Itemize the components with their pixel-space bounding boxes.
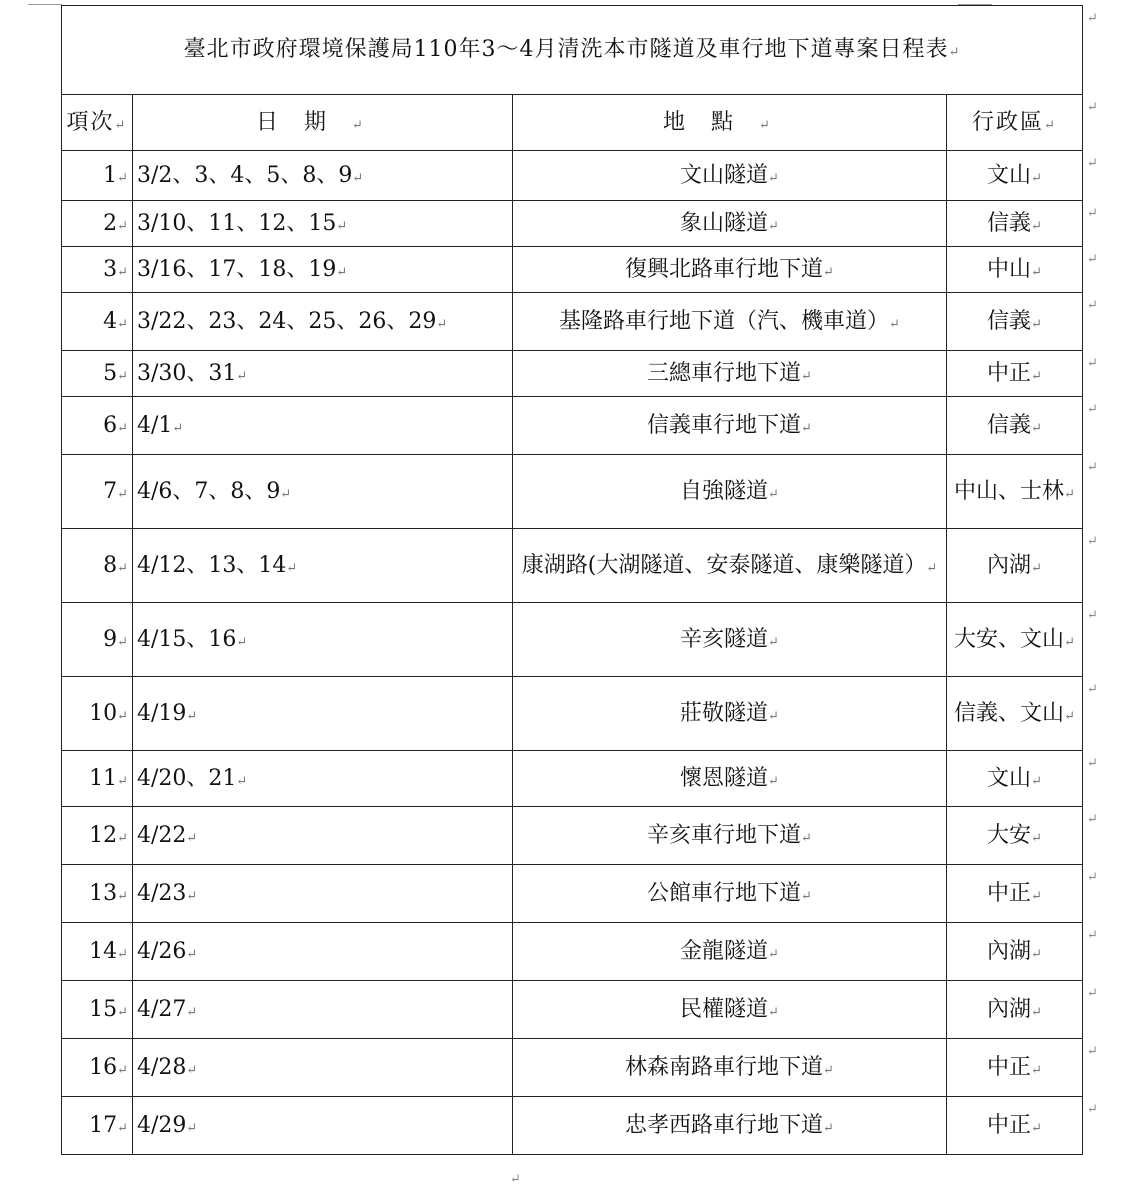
row-location-cell[interactable] — [513, 603, 947, 677]
row-date-cell[interactable] — [133, 603, 513, 677]
header-location[interactable] — [513, 95, 947, 151]
row-district-cell[interactable] — [947, 247, 1083, 293]
paragraph-mark: ↵ — [117, 946, 128, 962]
row-district: 信義 — [987, 210, 1032, 236]
row-end-mark: ↵ — [1087, 156, 1098, 171]
row-date-cell[interactable] — [133, 751, 513, 807]
paragraph-mark: ↵ — [186, 1120, 198, 1136]
paragraph-mark: ↵ — [117, 1004, 128, 1020]
end-paragraph-mark: ↵ — [510, 1172, 521, 1187]
header-date-label: 日期 — [256, 109, 353, 135]
paragraph-mark: ↵ — [1031, 830, 1042, 846]
row-end-mark: ↵ — [1087, 252, 1098, 267]
paragraph-mark: ↵ — [117, 218, 128, 234]
row-date-cell[interactable] — [133, 293, 513, 351]
row-date-cell[interactable] — [133, 981, 513, 1039]
paragraph-mark: ↵ — [1031, 946, 1042, 962]
row-number: 13 — [89, 880, 118, 906]
row-district-cell[interactable] — [947, 293, 1083, 351]
paragraph-mark: ↵ — [117, 486, 128, 502]
table-row — [62, 529, 1083, 603]
row-district-cell[interactable] — [947, 923, 1083, 981]
margin-corner-mark — [28, 0, 62, 5]
paragraph-mark: ↵ — [117, 708, 128, 724]
paragraph-mark: ↵ — [1031, 218, 1042, 234]
row-location: 懷恩隧道 — [680, 765, 769, 791]
row-location-cell[interactable] — [513, 351, 947, 397]
row-district: 信義、文山 — [954, 700, 1065, 726]
paragraph-mark: ↵ — [948, 45, 961, 61]
row-district-cell[interactable] — [947, 201, 1083, 247]
row-date-cell[interactable] — [133, 247, 513, 293]
row-end-mark: ↵ — [1087, 756, 1098, 771]
row-location: 象山隧道 — [680, 210, 769, 236]
table-title-cell[interactable] — [62, 6, 1083, 95]
paragraph-mark: ↵ — [823, 1062, 834, 1078]
row-district: 大安、文山 — [954, 626, 1065, 652]
row-district: 內湖 — [987, 938, 1032, 964]
row-number: 5 — [103, 360, 118, 386]
schedule-table — [61, 5, 1083, 1155]
paragraph-mark: ↵ — [1031, 1120, 1042, 1136]
row-location-cell[interactable] — [513, 455, 947, 529]
paragraph-mark: ↵ — [889, 316, 900, 332]
table-row — [62, 751, 1083, 807]
header-district[interactable] — [947, 95, 1083, 151]
row-location-cell[interactable] — [513, 1039, 947, 1097]
row-number-cell[interactable] — [62, 807, 133, 865]
table-row — [62, 247, 1083, 293]
paragraph-mark: ↵ — [172, 420, 184, 436]
row-district-cell[interactable] — [947, 455, 1083, 529]
paragraph-mark: ↵ — [186, 888, 198, 904]
row-location-cell[interactable] — [513, 677, 947, 751]
row-location: 信義車行地下道 — [647, 412, 802, 438]
paragraph-mark: ↵ — [186, 1062, 198, 1078]
paragraph-mark: ↵ — [768, 946, 779, 962]
table-title: 臺北市政府環境保護局110年3～4月清洗本市隧道及車行地下道專案日程表 — [183, 37, 949, 63]
row-location: 辛亥隧道 — [680, 626, 769, 652]
paragraph-mark: ↵ — [280, 486, 292, 502]
paragraph-mark: ↵ — [186, 830, 198, 846]
row-location: 林森南路車行地下道 — [625, 1054, 824, 1080]
table-row — [62, 865, 1083, 923]
table-row — [62, 397, 1083, 455]
paragraph-mark: ↵ — [117, 560, 128, 576]
paragraph-mark: ↵ — [1031, 170, 1042, 186]
row-number-cell[interactable] — [62, 247, 133, 293]
table-row — [62, 981, 1083, 1039]
row-date: 4/29 — [137, 1112, 187, 1138]
row-location-cell[interactable] — [513, 923, 947, 981]
paragraph-mark: ↵ — [1064, 634, 1075, 650]
row-date: 4/27 — [137, 996, 187, 1022]
paragraph-mark: ↵ — [186, 708, 198, 724]
paragraph-mark: ↵ — [768, 170, 779, 186]
paragraph-mark: ↵ — [336, 264, 348, 280]
row-location: 康湖路(大湖隧道、安泰隧道、康樂隧道） — [521, 552, 927, 578]
row-end-mark: ↵ — [1087, 986, 1098, 1001]
row-date: 4/19 — [137, 700, 187, 726]
table-row — [62, 1097, 1083, 1155]
row-end-mark: ↵ — [1087, 1044, 1098, 1059]
paragraph-mark: ↵ — [768, 1004, 779, 1020]
row-end-mark: ↵ — [1087, 1102, 1098, 1117]
row-end-mark: ↵ — [1087, 682, 1098, 697]
row-district: 中正 — [987, 360, 1032, 386]
row-district-cell[interactable] — [947, 151, 1083, 201]
row-number-cell[interactable] — [62, 1097, 133, 1155]
row-date: 4/1 — [137, 412, 173, 438]
row-district-cell[interactable] — [947, 603, 1083, 677]
row-district: 信義 — [987, 412, 1032, 438]
paragraph-mark: ↵ — [117, 773, 128, 789]
row-number: 10 — [89, 700, 118, 726]
row-location-cell[interactable] — [513, 397, 947, 455]
paragraph-mark: ↵ — [1031, 560, 1042, 576]
row-end-mark: ↵ — [1087, 928, 1098, 943]
header-district-label: 行政區 — [972, 109, 1045, 135]
row-date-cell[interactable] — [133, 1097, 513, 1155]
paragraph-mark: ↵ — [117, 420, 128, 436]
row-date-cell[interactable] — [133, 677, 513, 751]
header-location-label: 地點 — [663, 109, 760, 135]
row-district-cell[interactable] — [947, 1097, 1083, 1155]
row-location: 莊敬隧道 — [680, 700, 769, 726]
paragraph-mark: ↵ — [117, 1062, 128, 1078]
paragraph-mark: ↵ — [1031, 888, 1042, 904]
paragraph-mark: ↵ — [1031, 1062, 1042, 1078]
row-location-cell[interactable] — [513, 981, 947, 1039]
row-district: 文山 — [987, 765, 1032, 791]
paragraph-mark: ↵ — [117, 634, 128, 650]
paragraph-mark: ↵ — [768, 218, 779, 234]
paragraph-mark: ↵ — [801, 830, 812, 846]
row-district-cell[interactable] — [947, 677, 1083, 751]
row-number-cell[interactable] — [62, 201, 133, 247]
row-number: 12 — [89, 822, 118, 848]
paragraph-mark: ↵ — [1031, 420, 1042, 436]
row-number: 6 — [103, 412, 118, 438]
paragraph-mark: ↵ — [352, 170, 364, 186]
row-district: 文山 — [987, 162, 1032, 188]
row-end-mark: ↵ — [1087, 870, 1098, 885]
paragraph-mark: ↵ — [236, 368, 248, 384]
row-date-cell[interactable] — [133, 1039, 513, 1097]
row-location: 文山隧道 — [680, 162, 769, 188]
row-district-cell[interactable] — [947, 1039, 1083, 1097]
row-district-cell[interactable] — [947, 981, 1083, 1039]
paragraph-mark: ↵ — [768, 486, 779, 502]
paragraph-mark: ↵ — [117, 264, 128, 280]
row-end-mark: ↵ — [1087, 534, 1098, 549]
row-date: 3/22、23、24、25、26、29 — [137, 308, 437, 334]
paragraph-mark: ↵ — [117, 316, 128, 332]
paragraph-mark: ↵ — [186, 1004, 198, 1020]
row-number-cell[interactable] — [62, 293, 133, 351]
row-district: 中正 — [987, 1112, 1032, 1138]
row-number-cell[interactable] — [62, 529, 133, 603]
row-district: 中山 — [987, 256, 1032, 282]
paragraph-mark: ↵ — [823, 264, 834, 280]
paragraph-mark: ↵ — [768, 708, 779, 724]
row-date-cell[interactable] — [133, 529, 513, 603]
paragraph-mark: ↵ — [117, 1120, 128, 1136]
row-number: 3 — [103, 256, 118, 282]
row-date: 4/12、13、14 — [137, 552, 287, 578]
row-number-cell[interactable] — [62, 923, 133, 981]
row-location: 三總車行地下道 — [647, 360, 802, 386]
paragraph-mark: ↵ — [1064, 486, 1075, 502]
row-location: 忠孝西路車行地下道 — [625, 1112, 824, 1138]
paragraph-mark: ↵ — [117, 368, 128, 384]
row-date: 4/26 — [137, 938, 187, 964]
row-district: 中正 — [987, 880, 1032, 906]
paragraph-mark: ↵ — [336, 218, 348, 234]
row-location-cell[interactable] — [513, 529, 947, 603]
row-number-cell[interactable] — [62, 677, 133, 751]
paragraph-mark: ↵ — [1031, 368, 1042, 384]
row-number: 7 — [103, 478, 118, 504]
row-date-cell[interactable] — [133, 923, 513, 981]
table-row — [62, 201, 1083, 247]
table-row — [62, 603, 1083, 677]
table-row — [62, 293, 1083, 351]
row-number-cell[interactable] — [62, 351, 133, 397]
row-location: 民權隧道 — [680, 996, 769, 1022]
table-row — [62, 1039, 1083, 1097]
row-district: 中山、士林 — [954, 478, 1065, 504]
row-date: 4/15、16 — [137, 626, 237, 652]
paragraph-mark: ↵ — [114, 117, 128, 133]
row-district: 信義 — [987, 308, 1032, 334]
table-row — [62, 923, 1083, 981]
row-location: 基隆路車行地下道（汽、機車道） — [559, 308, 890, 334]
row-end-mark: ↵ — [1087, 206, 1098, 221]
row-district-cell[interactable] — [947, 351, 1083, 397]
row-number: 8 — [103, 552, 118, 578]
header-date[interactable] — [133, 95, 513, 151]
row-date: 4/6、7、8、9 — [137, 478, 281, 504]
header-no-label: 項次 — [66, 109, 115, 135]
row-number: 14 — [89, 938, 118, 964]
paragraph-mark: ↵ — [117, 888, 128, 904]
row-number-cell[interactable] — [62, 1039, 133, 1097]
row-number: 15 — [89, 996, 118, 1022]
row-date: 3/30、31 — [137, 360, 237, 386]
paragraph-mark: ↵ — [801, 420, 812, 436]
row-date-cell[interactable] — [133, 455, 513, 529]
table-row — [62, 351, 1083, 397]
row-location-cell[interactable] — [513, 807, 947, 865]
row-end-mark: ↵ — [1087, 608, 1098, 623]
row-end-mark: ↵ — [1087, 402, 1098, 417]
row-location: 金龍隧道 — [680, 938, 769, 964]
row-date: 3/16、17、18、19 — [137, 256, 337, 282]
row-district: 大安 — [987, 822, 1032, 848]
paragraph-mark: ↵ — [1031, 316, 1042, 332]
row-number: 2 — [103, 210, 118, 236]
row-date: 3/2、3、4、5、8、9 — [137, 162, 353, 188]
paragraph-mark: ↵ — [1044, 117, 1057, 133]
table-row — [62, 807, 1083, 865]
paragraph-mark: ↵ — [286, 560, 298, 576]
row-location: 公館車行地下道 — [647, 880, 802, 906]
row-number-cell[interactable] — [62, 397, 133, 455]
row-number: 9 — [103, 626, 118, 652]
row-district-cell[interactable] — [947, 397, 1083, 455]
row-date-cell[interactable] — [133, 201, 513, 247]
paragraph-mark: ↵ — [436, 316, 448, 332]
row-number: 17 — [89, 1112, 118, 1138]
paragraph-mark: ↵ — [768, 773, 779, 789]
row-date-cell[interactable] — [133, 865, 513, 923]
row-number: 4 — [103, 308, 118, 334]
row-location-cell[interactable] — [513, 247, 947, 293]
row-location: 辛亥車行地下道 — [647, 822, 802, 848]
paragraph-mark: ↵ — [759, 117, 796, 133]
row-date: 4/20、21 — [137, 765, 237, 791]
row-location-cell[interactable] — [513, 151, 947, 201]
paragraph-mark: ↵ — [926, 560, 938, 576]
table-row — [62, 677, 1083, 751]
row-location-cell[interactable] — [513, 751, 947, 807]
row-district: 內湖 — [987, 552, 1032, 578]
paragraph-mark: ↵ — [1031, 1004, 1042, 1020]
row-district-cell[interactable] — [947, 807, 1083, 865]
row-date-cell[interactable] — [133, 351, 513, 397]
row-number-cell[interactable] — [62, 751, 133, 807]
row-number-cell[interactable] — [62, 865, 133, 923]
row-location: 自強隧道 — [680, 478, 769, 504]
paragraph-mark: ↵ — [1031, 773, 1042, 789]
row-end-mark: ↵ — [1087, 460, 1098, 475]
row-end-mark: ↵ — [1087, 11, 1098, 26]
row-date-cell[interactable] — [133, 807, 513, 865]
row-location-cell[interactable] — [513, 1097, 947, 1155]
row-district-cell[interactable] — [947, 751, 1083, 807]
row-end-mark: ↵ — [1087, 356, 1098, 371]
row-district-cell[interactable] — [947, 529, 1083, 603]
row-number: 11 — [89, 765, 118, 791]
paragraph-mark: ↵ — [352, 117, 389, 133]
row-number: 16 — [89, 1054, 118, 1080]
paragraph-mark: ↵ — [236, 634, 248, 650]
row-date: 4/22 — [137, 822, 187, 848]
paragraph-mark: ↵ — [1064, 708, 1075, 724]
row-number-cell[interactable] — [62, 151, 133, 201]
header-row — [62, 95, 1083, 151]
paragraph-mark: ↵ — [768, 634, 779, 650]
row-end-mark: ↵ — [1087, 100, 1098, 115]
row-end-mark: ↵ — [1087, 298, 1098, 313]
row-number: 1 — [103, 162, 118, 188]
paragraph-mark: ↵ — [117, 170, 128, 186]
row-date: 4/23 — [137, 880, 187, 906]
row-date: 4/28 — [137, 1054, 187, 1080]
row-number-cell[interactable] — [62, 603, 133, 677]
row-location: 復興北路車行地下道 — [625, 256, 824, 282]
paragraph-mark: ↵ — [236, 773, 248, 789]
row-district: 內湖 — [987, 996, 1032, 1022]
table-row — [62, 455, 1083, 529]
row-number-cell[interactable] — [62, 455, 133, 529]
paragraph-mark: ↵ — [801, 368, 812, 384]
paragraph-mark: ↵ — [1031, 264, 1042, 280]
row-location-cell[interactable] — [513, 201, 947, 247]
table-row — [62, 151, 1083, 201]
row-district: 中正 — [987, 1054, 1032, 1080]
paragraph-mark: ↵ — [823, 1120, 834, 1136]
row-location-cell[interactable] — [513, 865, 947, 923]
header-no[interactable] — [62, 95, 133, 151]
row-district-cell[interactable] — [947, 865, 1083, 923]
paragraph-mark: ↵ — [117, 830, 128, 846]
row-date: 3/10、11、12、15 — [137, 210, 337, 236]
row-location-cell[interactable] — [513, 293, 947, 351]
title-row — [62, 6, 1083, 95]
row-date-cell[interactable] — [133, 397, 513, 455]
row-end-mark: ↵ — [1087, 812, 1098, 827]
paragraph-mark: ↵ — [186, 946, 198, 962]
row-number-cell[interactable] — [62, 981, 133, 1039]
row-date-cell[interactable] — [133, 151, 513, 201]
paragraph-mark: ↵ — [801, 888, 812, 904]
